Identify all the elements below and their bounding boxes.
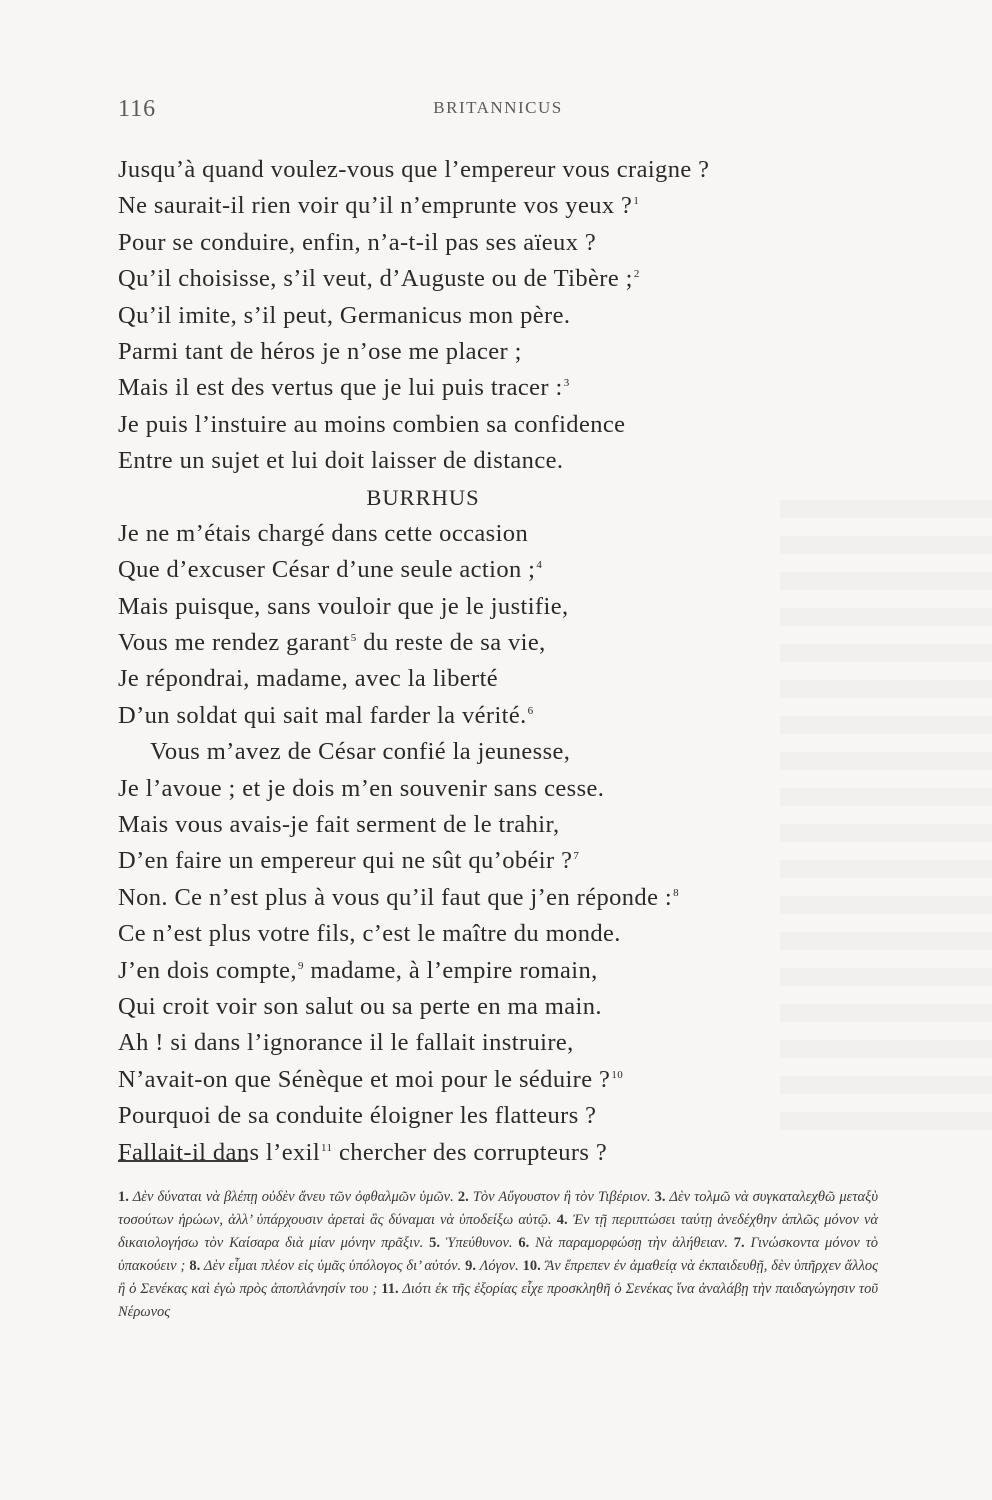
footnote-marker: 10 [611, 1068, 624, 1081]
footnote-text: Νὰ παραμορφώσῃ τὴν ἀλήθειαν. [535, 1235, 728, 1251]
verse-line [118, 188, 878, 224]
verse-line [118, 334, 878, 370]
verse-line [118, 807, 878, 843]
verse-line [118, 698, 878, 734]
verse-line [118, 516, 878, 552]
footnote-rule [118, 1160, 248, 1162]
verse-text-after-marker: du reste de sa vie, [356, 629, 546, 657]
footnote-item [458, 1189, 655, 1205]
footnote-item [189, 1258, 465, 1274]
verse-text: Mais il est des vertus que je lui puis tracer : [118, 374, 563, 402]
footnote-number: 1. [118, 1189, 129, 1205]
footnote-text: Δὲν τολμῶ νὰ συγκαταλεχθῶ μεταξὺ τοσούτων ἡρώων, ἀλλ’ ὑπάρχουσιν ἀρεταὶ ἃς δύναμαι νὰ ὑποδείξω αὐτῷ. [118, 1189, 878, 1228]
footnote-item [465, 1258, 523, 1274]
verse-text: Non. Ce n’est plus à vous qu’il faut que j’en réponde : [118, 883, 673, 911]
footnote-text: Δὲν εἶμαι πλέον εἰς ὑμᾶς ὑπόλογος δι’ αὐτόν. [203, 1258, 462, 1274]
verse-line [118, 625, 878, 661]
page-number: 116 [118, 96, 157, 122]
verse-text: Ne saurait-il rien voir qu’il n’emprunte vos yeux ? [118, 192, 633, 220]
speaker-name [118, 480, 728, 516]
verse-text: Pourquoi de sa conduite éloigner les flatteurs ? [118, 1102, 597, 1130]
verse-line [118, 407, 878, 443]
verse-text: N’avait-on que Sénèque et moi pour le séduire ? [118, 1065, 611, 1093]
verse-text: Parmi tant de héros je n’ose me placer ; [118, 337, 522, 365]
verse-line [118, 880, 878, 916]
verse-line [118, 298, 878, 334]
footnote-text: Ἐν τῇ περιπτώσει ταύτῃ ἀνεδέχθην ἁπλῶς μόνον νὰ δικαιολογήσω τὸν Καίσαρα διὰ μίαν μόνην πρᾶξιν. [118, 1212, 879, 1251]
verse-text: Vous m’avez de César confié la jeunesse, [150, 738, 571, 766]
footnote-marker: 1 [633, 195, 640, 208]
verse-text: Qu’il choisisse, s’il veut, d’Auguste ou de Tibère ; [118, 265, 633, 293]
verse-line [118, 152, 878, 188]
verse-text: Qu’il imite, s’il peut, Germanicus mon père. [118, 301, 571, 329]
footnote-number: 5. [429, 1235, 441, 1251]
verse-text: Je l’avoue ; et je dois m’en souvenir sans cesse. [118, 774, 605, 802]
verse-text: Ah ! si dans l’ignorance il le fallait instruire, [118, 1029, 574, 1057]
verse-text: Je répondrai, madame, avec la liberté [118, 665, 499, 693]
verse-line [118, 843, 878, 879]
verse-text: Je ne m’étais chargé dans cette occasion [118, 519, 529, 547]
footnote-number: 4. [556, 1212, 568, 1228]
footnote-text: Γινώσκοντα μόνον τὸ ὑπακούειν ; [118, 1235, 879, 1274]
footnote-text: Δὲν δύναται νὰ βλέπῃ οὐδὲν ἄνευ τῶν ὀφθαλμῶν ὑμῶν. [132, 1189, 454, 1205]
verse-line [118, 953, 878, 989]
footnote-number: 7. [733, 1235, 745, 1251]
verse-line [118, 443, 878, 479]
footnote-item [118, 1189, 458, 1205]
footnote-text: Διότι ἐκ τῆς ἐξορίας εἶχε προσκληθῆ ὁ Σενέκας ἵνα ἀναλάβῃ τὴν παιδαγώγησιν τοῦ Νέρωνος [118, 1281, 878, 1320]
footnote-text: Ὑπεύθυνον. [445, 1235, 513, 1251]
verse-line [118, 552, 878, 588]
footnote-marker: 3 [563, 377, 570, 390]
verse-text: Pour se conduire, enfin, n’a-t-il pas ses aïeux ? [118, 228, 597, 256]
verse-line [118, 771, 878, 807]
verse-line [118, 1025, 878, 1061]
footnote-number: 11. [381, 1281, 399, 1297]
footnote-item [429, 1235, 518, 1251]
verse-text: Que d’excuser César d’une seule action ; [118, 556, 536, 584]
verse-text-after-marker: madame, à l’empire romain, [303, 956, 598, 984]
verse-line [118, 370, 878, 406]
footnote-text: Τὸν Αὔγουστον ἢ τὸν Τιβέριον. [472, 1189, 651, 1205]
verse-text: Ce n’est plus votre fils, c’est le maître du monde. [118, 920, 621, 948]
verse-line [118, 916, 878, 952]
verse-text: Qui croit voir son salut ou sa perte en ma main. [118, 992, 602, 1020]
running-title: BRITANNICUS [433, 98, 563, 117]
page-header [118, 96, 874, 130]
verse-block [118, 152, 878, 1171]
verse-line [118, 734, 878, 770]
verse-text: Jusqu’à quand voulez-vous que l’empereur vous craigne ? [118, 156, 710, 183]
footnotes [118, 1186, 878, 1324]
footnote-number: 6. [518, 1235, 530, 1251]
footnote-item [518, 1235, 733, 1251]
footnote-marker: 5 [350, 632, 357, 645]
footnote-number: 3. [654, 1189, 666, 1205]
verse-line [118, 989, 878, 1025]
footnote-number: 8. [189, 1258, 201, 1274]
footnote-marker: 4 [536, 559, 543, 572]
footnote-number: 2. [457, 1189, 469, 1205]
footnote-number: 9. [465, 1258, 476, 1274]
verse-text: Mais vous avais-je fait serment de le trahir, [118, 811, 560, 839]
verse-text: J’en dois compte, [118, 956, 297, 984]
verse-line [118, 661, 878, 697]
footnote-number: 10. [522, 1258, 541, 1274]
verse-text: Mais puisque, sans vouloir que je le justifie, [118, 592, 569, 620]
footnote-marker: 8 [673, 886, 679, 899]
verse-line [118, 589, 878, 625]
verse-text: Fallait-il dans l’exil [118, 1138, 321, 1166]
verse-line [118, 261, 878, 297]
verse-text: Vous me rendez garant [118, 629, 350, 657]
verse-line [118, 1062, 878, 1098]
verse-text: D’en faire un empereur qui ne sût qu’obéir ? [118, 847, 573, 875]
verse-line [118, 1135, 878, 1171]
verse-text: BURRHUS [366, 484, 480, 510]
footnote-marker: 9 [297, 959, 304, 972]
verse-text: Je puis l’instuire au moins combien sa confidence [118, 410, 626, 438]
footnote-text: Ἂν ἔπρεπεν ἐν ἀμαθείᾳ νὰ ἐκπαιδευθῇ, δὲν ὑπῆρχεν ἄλλος ἢ ὁ Σενέκας καὶ ἐγὼ πρὸς ἀποπλάνησίν του ; [118, 1258, 878, 1297]
footnote-marker: 6 [527, 704, 534, 717]
footnote-marker: 7 [573, 850, 580, 863]
verse-text-after-marker: chercher des corrupteurs ? [332, 1138, 608, 1166]
footnote-marker: 11 [321, 1141, 333, 1154]
verse-line [118, 1098, 878, 1134]
verse-text: Entre un sujet et lui doit laisser de distance. [118, 447, 564, 475]
verse-line [118, 225, 878, 261]
footnote-text: Λόγον. [479, 1258, 519, 1274]
footnote-marker: 2 [633, 268, 640, 281]
verse-text: D’un soldat qui sait mal farder la vérité. [118, 701, 527, 729]
